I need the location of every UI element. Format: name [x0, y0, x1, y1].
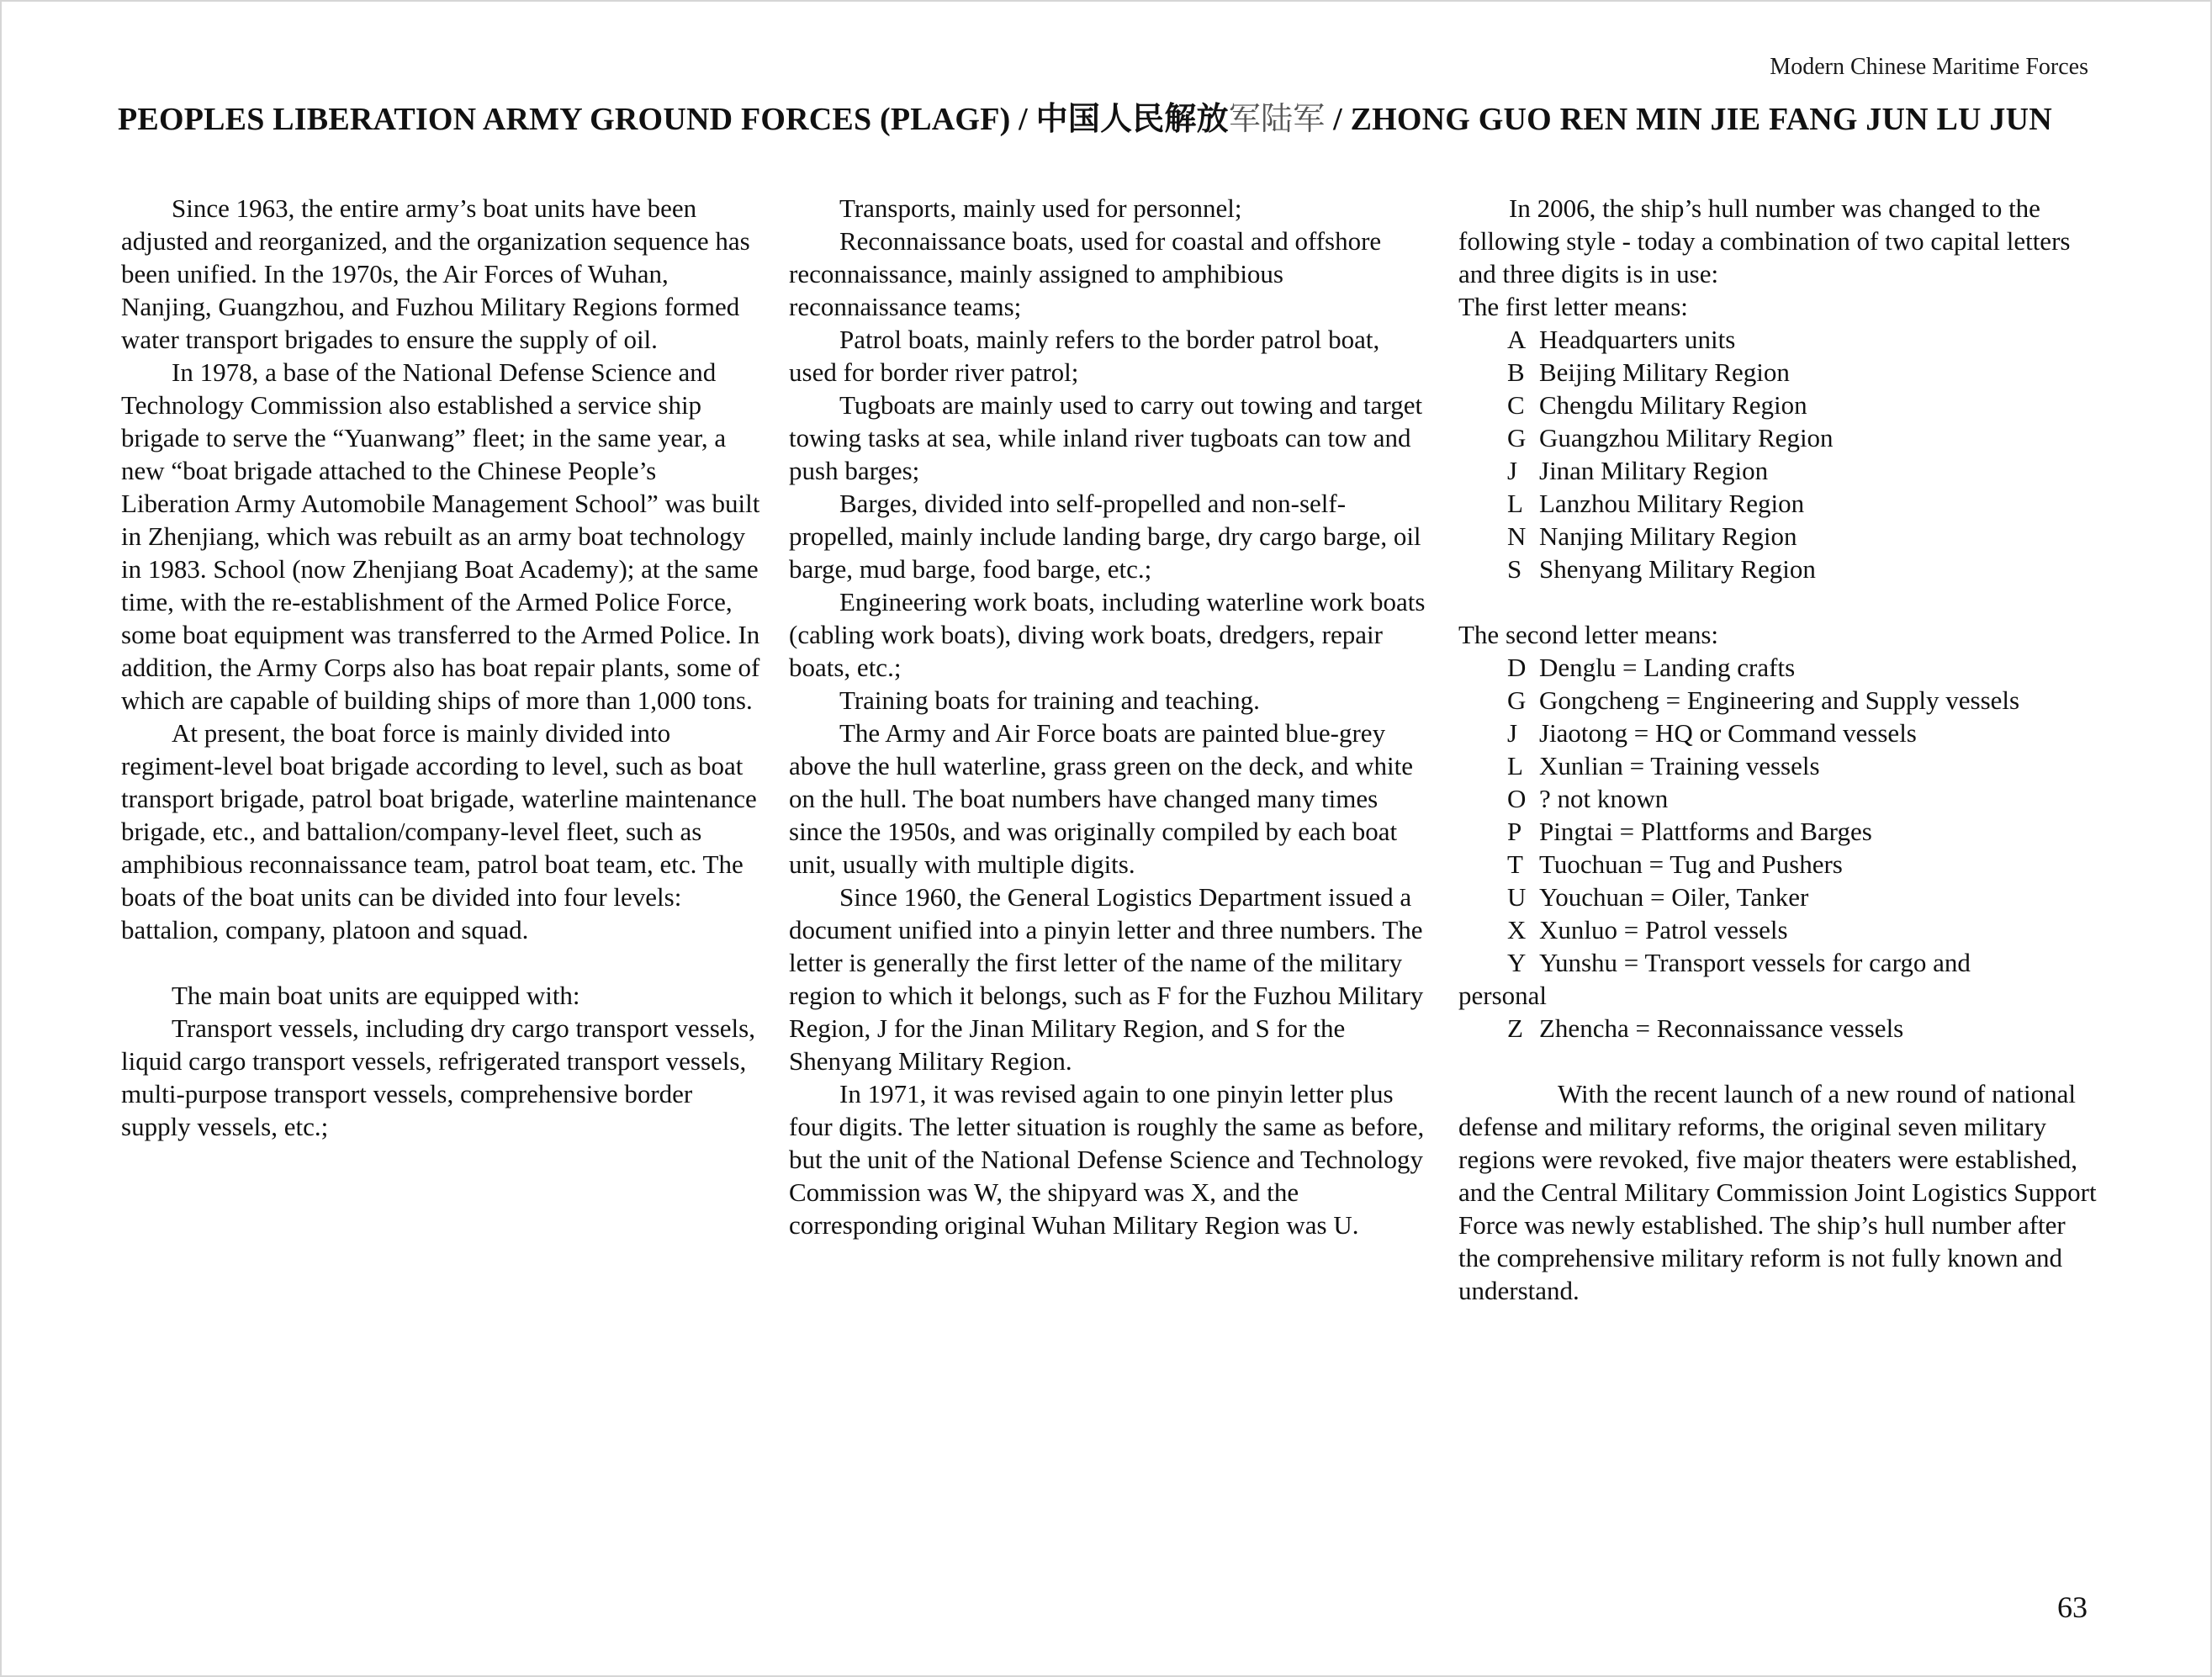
code-meaning: Beijing Military Region — [1539, 357, 1790, 387]
code-letter: B — [1507, 357, 1525, 387]
code-letter: G — [1507, 685, 1527, 715]
code-letter: L — [1507, 489, 1523, 518]
first-letter-heading: The first letter means: — [1458, 292, 1688, 321]
code-meaning: Lanzhou Military Region — [1539, 489, 1805, 518]
code-meaning: Gongcheng = Engineering and Supply vessels — [1539, 685, 2020, 715]
paragraph: Since 1960, the General Logistics Department issued a document unified into a pinyin letter and three numbers. The letter is generally the first letter of the name of the military region to which it belongs, such as F for the Fuzhou Military Region, J for the Jinan Military Region, and S for the Shenyang Military Region. — [789, 882, 1424, 1076]
title-part2: / ZHONG GUO REN MIN JIE FANG JUN LU JUN — [1325, 102, 2052, 137]
code-meaning: Guangzhou Military Region — [1539, 423, 1834, 452]
code-letter: J — [1507, 456, 1518, 485]
paragraph: At present, the boat force is mainly divided into regiment-level boat brigade according to level, such as boat transport brigade, patrol boat brigade, waterline maintenance brigade, etc., and battalion/company-level fleet, such as amphibious reconnaissance team, patrol boat team, etc. The boats of the boat units can be divided into four levels: battalion, company, platoon and squad. — [121, 718, 757, 944]
paragraph: Engineering work boats, including waterline work boats (cabling work boats), diving work boats, dredgers, repair boats, etc.; — [789, 587, 1426, 682]
paragraph: Patrol boats, mainly refers to the border patrol boat, used for border river patrol; — [789, 325, 1380, 387]
code-meaning: Denglu = Landing crafts — [1539, 653, 1796, 682]
code-list-item — [1458, 749, 2098, 782]
spacer — [1458, 1045, 2098, 1077]
running-head: Modern Chinese Maritime Forces — [1770, 54, 2088, 80]
title-chinese-bold: 中国人民解放 — [1035, 102, 1229, 137]
page-number: 63 — [2057, 1590, 2088, 1624]
code-letter: X — [1507, 915, 1527, 944]
code-list-item — [1458, 487, 2098, 520]
code-letter: L — [1507, 751, 1523, 780]
paragraph: The main boat units are equipped with: — [172, 981, 580, 1010]
paragraph: Reconnaissance boats, used for coastal and offshore reconnaissance, mainly assigned to amphibious reconnaissance teams; — [789, 226, 1382, 321]
paragraph: Transports, mainly used for personnel; — [839, 193, 1242, 223]
code-meaning: Tuochuan = Tug and Pushers — [1539, 849, 1843, 879]
code-list-item — [1458, 946, 2098, 979]
code-letter: J — [1507, 718, 1518, 748]
paragraph: In 2006, the ship’s hull number was changed to the following style - today a combination of two capital letters and three digits is in use: — [1458, 193, 2071, 288]
code-meaning: Jinan Military Region — [1539, 456, 1769, 485]
code-letter: A — [1507, 325, 1527, 354]
code-meaning: Pingtai = Plattforms and Barges — [1539, 817, 1872, 846]
code-letter: T — [1507, 849, 1523, 879]
code-meaning: Yunshu = Transport vessels for cargo and — [1539, 948, 1971, 977]
code-letter: P — [1507, 817, 1522, 846]
paragraph: Barges, divided into self-propelled and non-self-propelled, mainly include landing barge, dry cargo barge, oil barge, mud barge, food barge, etc.; — [789, 489, 1421, 584]
code-letter: O — [1507, 784, 1527, 813]
code-list-item — [1458, 323, 2098, 356]
code-letter: N — [1507, 521, 1527, 551]
paragraph: Since 1963, the entire army’s boat units have been adjusted and reorganized, and the organization sequence has been unified. In the 1970s, the Air Forces of Wuhan, Nanjing, Guangzhou, and Fuzhou Military Regions formed water transport brigades to ensure the supply of oil. — [121, 193, 750, 354]
code-list-item — [1458, 913, 2098, 946]
code-list-item — [1458, 717, 2098, 749]
code-meaning: Shenyang Military Region — [1539, 554, 1816, 584]
spacer — [121, 946, 760, 979]
text-column-2 — [789, 192, 1428, 1241]
paragraph: With the recent launch of a new round of national defense and military reforms, the original seven military regions were revoked, five major theaters were established, and the Central Military Commission Joint Logistics Support Force was newly established. The ship’s hull number after the comprehensive military reform is not fully known and understand. — [1458, 1079, 2097, 1305]
code-list-item — [1458, 881, 2098, 913]
code-letter: C — [1507, 390, 1525, 420]
code-list-item — [1458, 389, 2098, 421]
page-title — [118, 93, 2088, 139]
code-continuation: personal — [1458, 981, 1548, 1010]
code-letter: Z — [1507, 1013, 1523, 1043]
paragraph: Transport vessels, including dry cargo transport vessels, liquid cargo transport vessels, refrigerated transport vessels, multi-purpose transport vessels, comprehensive border supply vessels, etc.; — [121, 1013, 755, 1141]
code-letter: U — [1507, 882, 1527, 912]
code-meaning: Headquarters units — [1539, 325, 1736, 354]
code-meaning: Youchuan = Oiler, Tanker — [1539, 882, 1809, 912]
code-meaning: ? not known — [1539, 784, 1669, 813]
code-list-item — [1458, 815, 2098, 848]
code-meaning: Xunluo = Patrol vessels — [1539, 915, 1788, 944]
title-part1: PEOPLES LIBERATION ARMY GROUND FORCES (PLAGF) / — [118, 102, 1036, 137]
paragraph: In 1978, a base of the National Defense Science and Technology Commission also established a service ship brigade to serve the “Yuanwang” fleet; in the same year, a new “boat brigade attached to the Chinese People’s Liberation Army Automobile Management School” was built in Zhenjiang, which was rebuilt as an army boat technology in 1983. School (now Zhenjiang Boat Academy); at the same time, with the re-establishment of the Armed Police Force, some boat equipment was transferred to the Armed Police. In addition, the Army Corps also has boat repair plants, some of which are capable of building ships of more than 1,000 tons. — [121, 357, 760, 715]
code-list-item — [1458, 848, 2098, 881]
text-column-1 — [121, 192, 760, 1143]
paragraph: In 1971, it was revised again to one pinyin letter plus four digits. The letter situation is roughly the same as before, but the unit of the National Defense Science and Technology Commission was W, the shipyard was X, and the corresponding original Wuhan Military Region was U. — [789, 1079, 1425, 1240]
code-list-item — [1458, 684, 2098, 717]
code-meaning: Nanjing Military Region — [1539, 521, 1797, 551]
code-letter: D — [1507, 653, 1527, 682]
code-list-item — [1458, 1012, 2098, 1045]
code-list-item — [1458, 553, 2098, 585]
code-letter: Y — [1507, 948, 1527, 977]
code-list-item — [1458, 454, 2098, 487]
paragraph: The Army and Air Force boats are painted blue-grey above the hull waterline, grass green on the deck, and white on the hull. The boat numbers have changed many times since the 1950s, and was originally compiled by each boat unit, usually with multiple digits. — [789, 718, 1414, 879]
code-letter: S — [1507, 554, 1522, 584]
paragraph: Training boats for training and teaching. — [839, 685, 1260, 715]
code-meaning: Zhencha = Reconnaissance vessels — [1539, 1013, 1904, 1043]
spacer — [1458, 585, 2098, 618]
code-meaning: Jiaotong = HQ or Command vessels — [1539, 718, 1917, 748]
code-list-item — [1458, 356, 2098, 389]
code-list-item — [1458, 520, 2098, 553]
code-list-item — [1458, 421, 2098, 454]
second-letter-heading: The second letter means: — [1458, 620, 1719, 649]
code-list-item — [1458, 782, 2098, 815]
code-meaning: Chengdu Military Region — [1539, 390, 1807, 420]
paragraph: Tugboats are mainly used to carry out towing and target towing tasks at sea, while inland river tugboats can tow and push barges; — [789, 390, 1423, 485]
text-column-3 — [1458, 192, 2098, 1307]
code-letter: G — [1507, 423, 1527, 452]
title-chinese-light: 军陆军 — [1228, 102, 1326, 137]
code-meaning: Xunlian = Training vessels — [1539, 751, 1820, 780]
code-list-item — [1458, 651, 2098, 684]
